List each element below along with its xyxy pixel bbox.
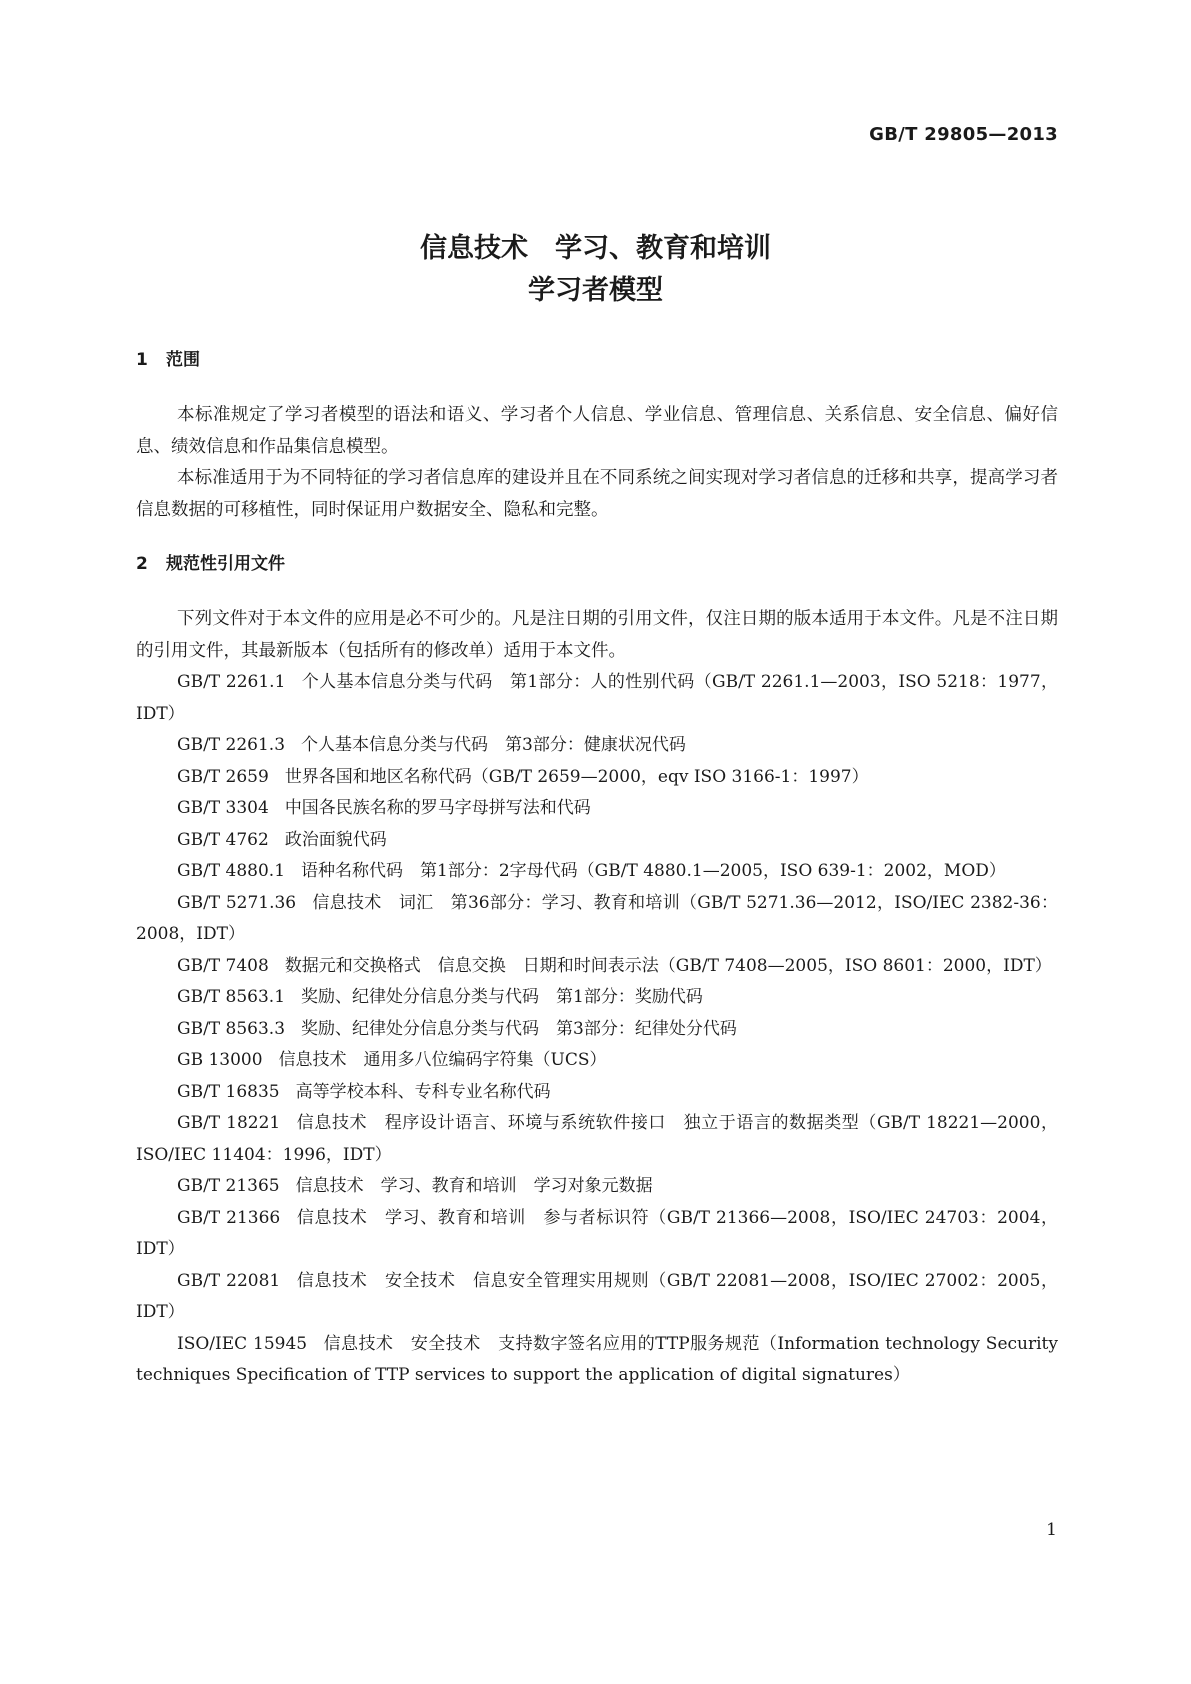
- reference-code: GB/T 3304: [177, 798, 269, 818]
- reference-item: [136, 1329, 1058, 1392]
- section-scope: [136, 345, 1058, 526]
- reference-text: 信息技术 安全技术 信息安全管理实用规则（GB/T 22081—2008，ISO/IEC 27002：2005，IDT）: [136, 1270, 1058, 1322]
- reference-text: 政治面貌代码: [284, 829, 387, 850]
- reference-item: [136, 825, 1058, 857]
- reference-text: 信息技术 学习、教育和培训 学习对象元数据: [295, 1176, 653, 1196]
- reference-code: GB/T 18221: [177, 1113, 281, 1133]
- document-title: [0, 228, 1191, 312]
- page-number: 1: [1046, 1520, 1057, 1540]
- reference-item: [136, 1203, 1058, 1266]
- title-line-2: 学习者模型: [528, 275, 663, 306]
- reference-text: 个人基本信息分类与代码 第3部分：健康状况代码: [301, 735, 686, 755]
- section-heading: [136, 345, 1058, 369]
- reference-text: 信息技术 词汇 第36部分：学习、教育和培训（GB/T 5271.36—2012，ISO/IEC 2382-36：2008，IDT）: [136, 892, 1058, 944]
- reference-code: GB/T 2659: [177, 766, 269, 787]
- reference-code: GB/T 7408: [177, 955, 269, 976]
- reference-item: [136, 1045, 1058, 1077]
- reference-item: [136, 730, 1058, 762]
- reference-code: GB/T 4880.1: [177, 861, 286, 881]
- paragraph: 本标准适用于为不同特征的学习者信息库的建设并且在不同系统之间实现对学习者信息的迁移和共享，提高学习者信息数据的可移植性，同时保证用户数据安全、隐私和完整。: [136, 468, 1058, 520]
- reference-text: 个人基本信息分类与代码 第1部分：人的性别代码（GB/T 2261.1—2003，ISO 5218：1977，IDT）: [136, 672, 1058, 724]
- reference-item: [136, 951, 1058, 983]
- reference-text: 信息技术 通用多八位编码字符集（UCS）: [278, 1050, 607, 1070]
- section-normative-references: [136, 549, 1058, 1392]
- reference-code: GB/T 21365: [177, 1176, 280, 1196]
- reference-item: [136, 1108, 1058, 1171]
- reference-code: GB/T 2261.1: [177, 672, 286, 692]
- reference-code: GB/T 4762: [177, 829, 269, 850]
- title-line-1: 信息技术 学习、教育和培训: [420, 233, 771, 264]
- reference-item: [136, 762, 1058, 794]
- reference-text: 中国各民族名称的罗马字母拼写法和代码: [284, 798, 591, 818]
- reference-code: ISO/IEC 15945: [177, 1333, 308, 1354]
- reference-text: 信息技术 安全技术 支持数字签名应用的TTP服务规范（Information technology Security techniques Specification of TTP services to support the application of digital signatures）: [136, 1333, 1058, 1385]
- reference-item: [136, 856, 1058, 888]
- section-title: 规范性引用文件: [166, 554, 285, 574]
- section-number: 1: [136, 350, 148, 370]
- reference-item: [136, 1077, 1058, 1109]
- reference-code: GB/T 16835: [177, 1081, 280, 1102]
- reference-text: 奖励、纪律处分信息分类与代码 第1部分：奖励代码: [301, 987, 703, 1007]
- reference-item: [136, 793, 1058, 825]
- reference-item: [136, 982, 1058, 1014]
- reference-code: GB/T 2261.3: [177, 735, 286, 755]
- reference-text: 信息技术 学习、教育和培训 参与者标识符（GB/T 21366—2008，ISO/IEC 24703：2004，IDT）: [136, 1207, 1058, 1259]
- reference-text: 数据元和交换格式 信息交换 日期和时间表示法（GB/T 7408—2005，ISO 8601：2000，IDT）: [284, 955, 1052, 976]
- reference-code: GB/T 8563.1: [177, 987, 286, 1007]
- reference-text: 奖励、纪律处分信息分类与代码 第3部分：纪律处分代码: [301, 1018, 737, 1039]
- reference-item: [136, 1014, 1058, 1046]
- reference-item: [136, 1266, 1058, 1329]
- reference-code: GB/T 5271.36: [177, 892, 297, 913]
- section-heading: [136, 549, 1058, 573]
- reference-code: GB 13000: [177, 1050, 263, 1070]
- paragraph: 下列文件对于本文件的应用是必不可少的。凡是注日期的引用文件，仅注日期的版本适用于本文件。凡是不注日期的引用文件，其最新版本（包括所有的修改单）适用于本文件。: [136, 609, 1058, 661]
- standard-code: GB/T 29805—2013: [869, 124, 1058, 145]
- reference-text: 信息技术 程序设计语言、环境与系统软件接口 独立于语言的数据类型（GB/T 18221—2000，ISO/IEC 11404：1996，IDT）: [136, 1113, 1059, 1165]
- reference-code: GB/T 8563.3: [177, 1018, 286, 1039]
- reference-text: 世界各国和地区名称代码（GB/T 2659—2000，eqv ISO 3166-1：1997）: [284, 766, 869, 787]
- reference-text: 高等学校本科、专科专业名称代码: [295, 1081, 551, 1102]
- reference-code: GB/T 21366: [177, 1207, 281, 1228]
- reference-item: [136, 667, 1058, 730]
- reference-code: GB/T 22081: [177, 1270, 281, 1291]
- reference-text: 语种名称代码 第1部分：2字母代码（GB/T 4880.1—2005，ISO 639-1：2002，MOD）: [301, 861, 1006, 881]
- paragraph: 本标准规定了学习者模型的语法和语义、学习者个人信息、学业信息、管理信息、关系信息、安全信息、偏好信息、绩效信息和作品集信息模型。: [136, 405, 1058, 457]
- reference-item: [136, 888, 1058, 951]
- section-title: 范围: [166, 350, 200, 370]
- reference-item: [136, 1171, 1058, 1203]
- section-number: 2: [136, 554, 148, 574]
